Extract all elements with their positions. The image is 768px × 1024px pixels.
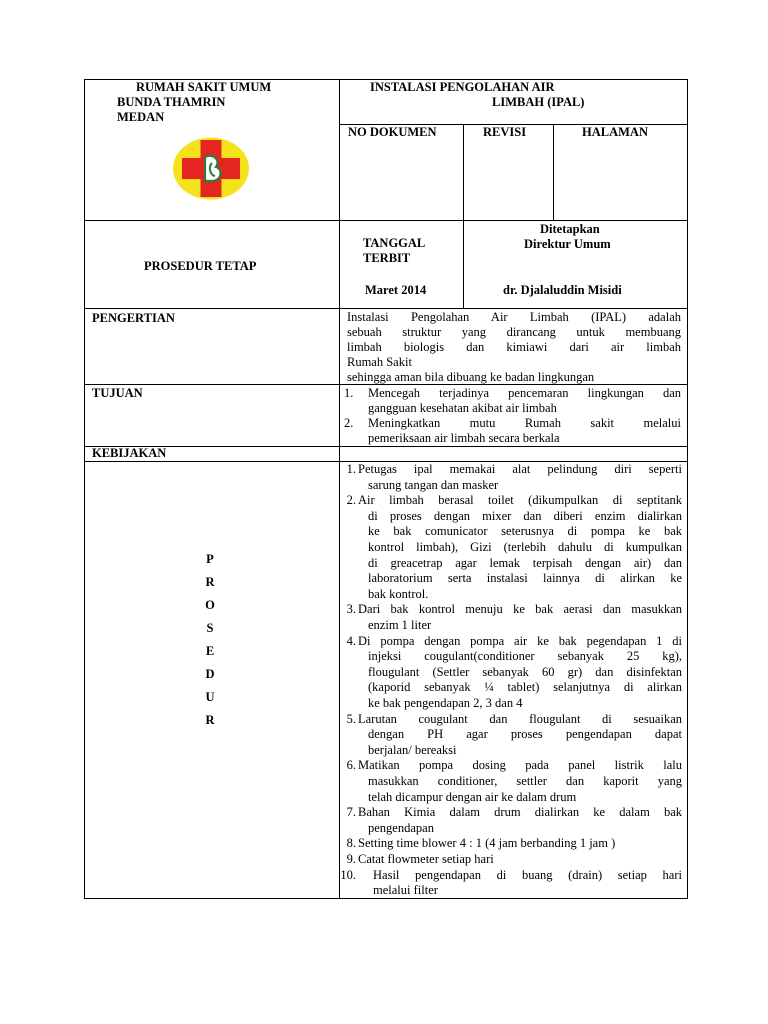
pengertian-line: sehingga aman bila dibuang ke badan lingkungan (347, 370, 595, 384)
prosedur-step-number: 7. (346, 805, 356, 820)
prosedur-step-line: kontrol limbah), Gizi (terlebih dahulu di kumpulkan (368, 540, 682, 554)
prosedur-letter: E (205, 644, 215, 658)
prosedur-step-line: melalui filter (373, 883, 438, 898)
prosedur-letter: U (205, 690, 215, 704)
hospital-name-line2: BUNDA THAMRIN (117, 95, 226, 109)
prosedur-step-line: bak kontrol. (368, 586, 429, 601)
document-title-line1: INSTALASI PENGOLAHAN AIR (370, 80, 555, 94)
prosedur-step-line: Bahan Kimia dalam drum dialirkan ke dalam bak (358, 805, 682, 820)
prosedur-step-line: flougulant (Settler sebanyak 60 gr) dan disinfektan (368, 664, 682, 679)
tanggal-terbit-value: Maret 2014 (365, 283, 427, 297)
prosedur-step-line: dengan PH agar proses pengendapan dapat (368, 727, 682, 742)
tanggal-terbit-label-line1: TANGGAL (363, 236, 426, 250)
tujuan-item-line: Mencegah terjadinya pencemaran lingkungan dan (368, 386, 681, 400)
document-title-line2: LIMBAH (IPAL) (492, 95, 585, 109)
tujuan-item-line: gangguan kesehatan akibat air limbah (368, 401, 557, 415)
prosedur-step-line: Dari bak kontrol menuju ke bak aerasi dan masukkan (358, 602, 682, 617)
pengertian-line: Rumah Sakit (347, 355, 412, 369)
tujuan-label: TUJUAN (92, 386, 143, 400)
prosedur-step-line: Catat flowmeter setiap hari (358, 852, 494, 866)
prosedur-step-line: masukkan conditioner, settler dan kaporit yang (368, 774, 682, 788)
hospital-name-line1: RUMAH SAKIT UMUM (136, 80, 272, 94)
prosedur-step-number: 3. (346, 602, 356, 617)
prosedur-step-line: Petugas ipal memakai alat pelindung diri seperti (358, 462, 682, 476)
prosedur-step-line: Larutan cougulant dan flougulant di sesuaikan (358, 711, 682, 726)
tujuan-item-line: Meningkatkan mutu Rumah sakit melalui (368, 416, 681, 430)
prosedur-step-line: ke bak comunicator seterusnya di pompa ke bak (368, 524, 682, 539)
pengertian-label: PENGERTIAN (92, 311, 175, 325)
red-cross-logo-icon (172, 137, 250, 200)
prosedur-step-line: sarung tangan dan masker (368, 477, 499, 492)
prosedur-step-line: ke bak pengendapan 2, 3 dan 4 (368, 696, 523, 710)
prosedur-step-line: laboratorium serta instalasi lainnya di alirkan ke (368, 571, 682, 586)
prosedur-step-number: 6. (346, 758, 356, 773)
prosedur-step-line: Matikan pompa dosing pada panel listrik lalu (358, 758, 682, 773)
prosedur-step-number: 9. (346, 852, 356, 866)
prosedur-step-number: 5. (346, 711, 356, 726)
prosedur-letter: R (205, 575, 215, 589)
pengertian-line: limbah biologis dan kimiawi dari air limbah (347, 340, 681, 354)
no-dokumen-header: NO DOKUMEN (348, 125, 437, 139)
tanggal-terbit-label-line2: TERBIT (363, 251, 411, 265)
ditetapkan-label: Ditetapkan (540, 222, 600, 236)
prosedur-step-line: di greacetrap agar lemak terpisah dengan air) dan (368, 555, 682, 570)
prosedur-step-line: injeksi cougulant(conditioner sebanyak 25 kg), (368, 649, 682, 664)
prosedur-step-number: 10. (340, 867, 356, 882)
signer-name: dr. Djalaluddin Misidi (503, 283, 622, 297)
prosedur-letter: O (205, 598, 215, 612)
kebijakan-label: KEBIJAKAN (92, 446, 167, 460)
prosedur-step-line: (kaporid sebanyak ¼ tablet) selanjutnya di alirkan (368, 680, 682, 695)
pengertian-line: Instalasi Pengolahan Air Limbah (IPAL) adalah (347, 310, 681, 324)
prosedur-step-line: pengendapan (368, 820, 434, 835)
revisi-header: REVISI (483, 125, 527, 139)
prosedur-letter: P (206, 552, 214, 566)
prosedur-step-number: 1. (346, 462, 356, 476)
prosedur-step-line: telah dicampur dengan air ke dalam drum (368, 789, 577, 804)
prosedur-step-line: Hasil pengendapan di buang (drain) setiap hari (373, 867, 682, 882)
tujuan-item-number: 2. (344, 416, 354, 430)
tujuan-item-line: pemeriksaan air limbah secara berkala (368, 431, 560, 445)
prosedur-letter: S (206, 621, 214, 635)
prosedur-step-line: di proses dengan mixer dan diberi enzim dialirkan (368, 508, 682, 523)
direktur-label: Direktur Umum (524, 237, 611, 251)
prosedur-letter: D (205, 667, 215, 681)
prosedur-step-line: enzim 1 liter (368, 618, 432, 632)
tujuan-item-number: 1. (344, 386, 354, 400)
pengertian-line: sebuah struktur yang dirancang untuk membuang (347, 325, 681, 339)
prosedur-letter: R (205, 713, 215, 727)
prosedur-step-number: 4. (346, 633, 356, 648)
prosedur-tetap-label: PROSEDUR TETAP (144, 259, 257, 273)
hospital-name-line3: MEDAN (117, 110, 165, 124)
halaman-header: HALAMAN (582, 125, 648, 139)
prosedur-step-number: 8. (346, 836, 356, 851)
prosedur-step-line: Di pompa dengan pompa air ke bak pegendapan 1 di (358, 633, 682, 648)
prosedur-step-line: Air limbah berasal toilet (dikumpulkan di septitank (358, 493, 682, 508)
prosedur-step-line: berjalan/ bereaksi (368, 742, 457, 757)
prosedur-step-number: 2. (346, 493, 356, 508)
prosedur-step-line: Setting time blower 4 : 1 (4 jam berbanding 1 jam ) (358, 836, 616, 851)
